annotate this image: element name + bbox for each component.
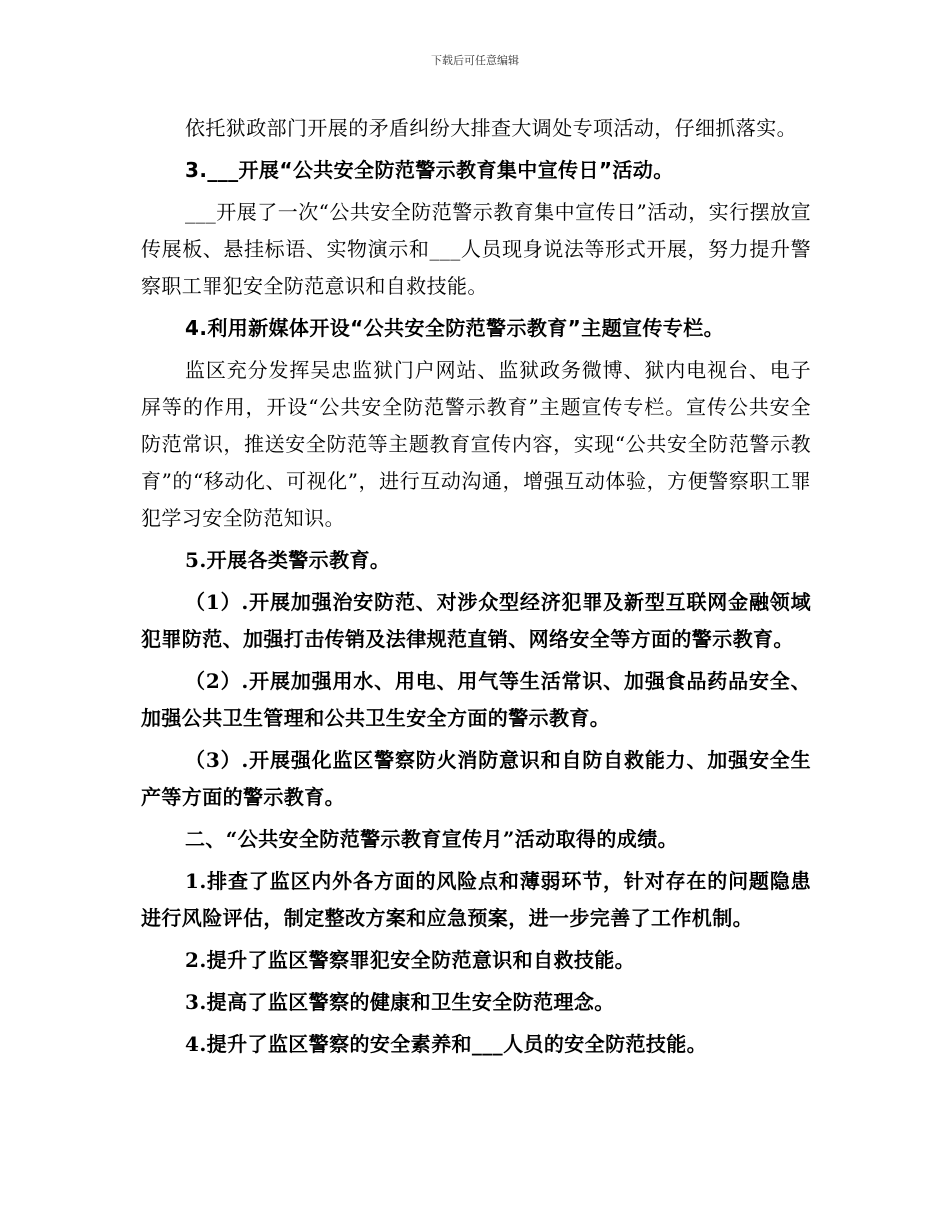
item-2-daily-life-safety: （2）.开展加强用水、用电、用气等生活常识、加强食品药品安全、加强公共卫生管理和公共卫生安全方面的警示教育。 [141, 669, 811, 730]
section-4-heading: 4.利用新媒体开设“公共安全防范警示教育”主题宣传专栏。 [185, 316, 725, 340]
section-5-heading: 5.开展各类警示教育。 [185, 548, 391, 572]
achievement-4: 4.提升了监区警察的安全素养和___人员的安全防范技能。 [185, 1032, 708, 1056]
paragraph-publicity-day: ___开展了一次“公共安全防范警示教育集中宣传日”活动，实行摆放宣传展板、悬挂标语、实物演示和___人员现身说法等形式开展，努力提升警察职工罪犯安全防范意识和自救技能。 [141, 200, 811, 298]
page-header-note: 下载后可任意编辑 [431, 54, 519, 67]
achievement-3: 3.提高了监区警察的健康和卫生安全防范理念。 [185, 990, 615, 1014]
section-2-achievements-heading: 二、“公共安全防范警示教育宣传月”活动取得的成绩。 [185, 827, 679, 851]
document-body [141, 110, 811, 1063]
item-3-fire-prevention: （3）.开展强化监区警察防火消防意识和自防自救能力、加强安全生产等方面的警示教育。 [141, 748, 811, 809]
paragraph-dispute-investigation: 依托狱政部门开展的矛盾纠纷大排查大调处专项活动，仔细抓落实。 [185, 116, 797, 140]
paragraph-new-media: 监区充分发挥吴忠监狱门户网站、监狱政务微博、狱内电视台、电子屏等的作用，开设“公共安全防范警示教育”主题宣传专栏。宣传公共安全防范常识，推送安全防范等主题教育宣传内容，实现“公共安全防范警示教育”的“移动化、可视化”，进行互动沟通，增强互动体验，方便警察职工罪犯学习安全防范知识。 [141, 358, 811, 530]
achievement-2: 2.提升了监区警察罪犯安全防范意识和自救技能。 [185, 948, 636, 972]
achievement-1: 1.排查了监区内外各方面的风险点和薄弱环节，针对存在的问题隐患进行风险评估，制定整改方案和应急预案，进一步完善了工作机制。 [141, 869, 811, 930]
section-3-heading: 3.___开展“公共安全防范警示教育集中宣传日”活动。 [185, 158, 674, 182]
item-1-public-security: （1）.开展加强治安防范、对涉众型经济犯罪及新型互联网金融领域犯罪防范、加强打击传销及法律规范直销、网络安全等方面的警示教育。 [141, 590, 811, 651]
